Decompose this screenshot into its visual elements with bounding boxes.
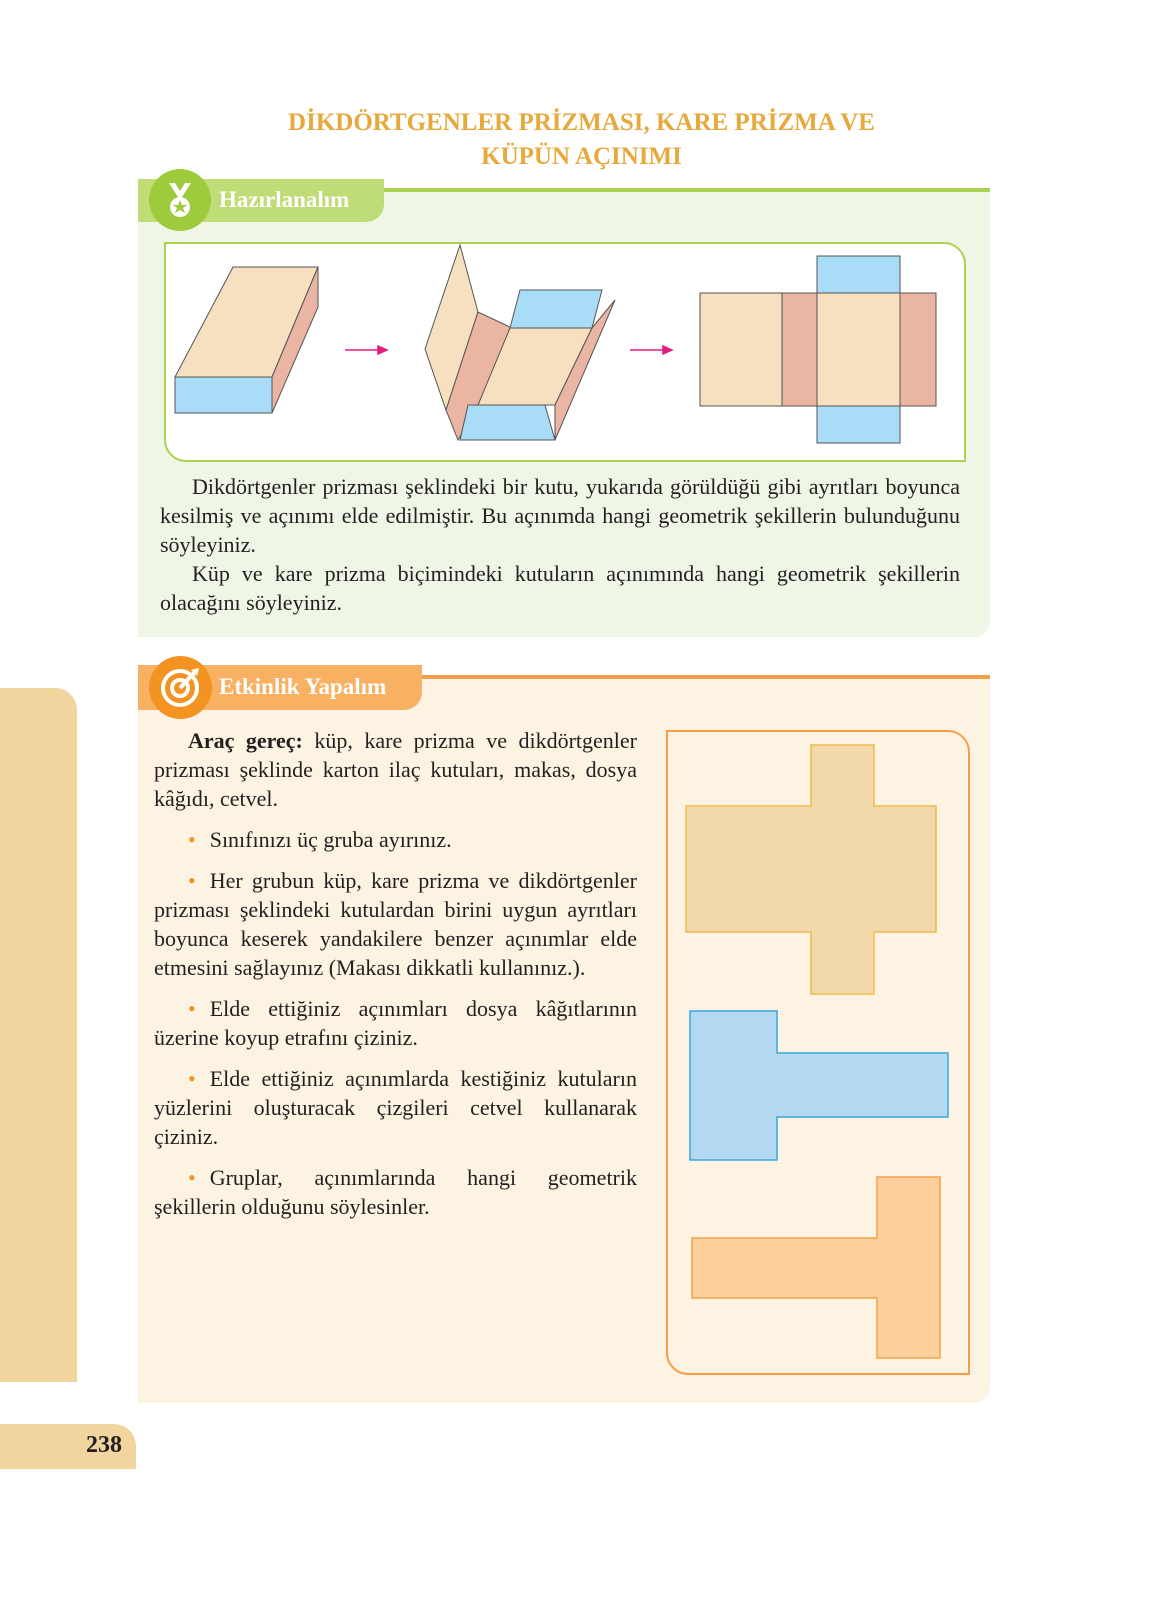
activity-label: Etkinlik Yapalım xyxy=(219,674,387,699)
tools-label: Araç gereç: xyxy=(188,728,303,753)
title-line-2: KÜPÜN AÇINIMI xyxy=(481,143,682,170)
square-prism-net xyxy=(690,1011,948,1160)
prepare-label: Hazırlanalım xyxy=(219,187,350,212)
paragraph: Küp ve kare prizma biçimindeki kutuların açınımında hangi geometrik şekillerin olacağını söyleyiniz. xyxy=(160,561,960,615)
rectangular-prism-net xyxy=(692,1177,940,1358)
bullet-item: • Her grubun küp, kare prizma ve dikdörtgenler prizması şeklindeki kutulardan birini uygun ayrıtları boyunca keserek yandakilere benzer açınımlar elde etmesini sağlayınız (Makası dikkatli kullanınız.). xyxy=(154,868,637,980)
paragraph: Dikdörtgenler prizması şeklindeki bir kutu, yukarıda görüldüğü gibi ayrıtları boyunca kesilmiş ve açınımı elde edilmiştir. Bu açınımda hangi geometrik şekillerin bulunduğunu söyleyiniz. xyxy=(160,474,960,557)
bullet-text: Her grubun küp, kare prizma ve dikdörtgenler prizması şeklindeki kutulardan birini uygun ayrıtları boyunca keserek yandakilere benzer açınımlar elde etmesini sağlayınız (Makası dikkatli kullanınız.). xyxy=(154,868,637,980)
bullet-item: • Sınıfınızı üç gruba ayırınız. xyxy=(188,827,452,852)
bullet-text: Gruplar, açınımlarında hangi geometrik şekillerin olduğunu söylesinler. xyxy=(154,1165,637,1219)
bullet-item: • Elde ettiğiniz açınımlarda kestiğiniz kutuların yüzlerini oluşturacak çizgileri cetvel kullanarak çiziniz. xyxy=(154,1066,637,1149)
bullet-text: Sınıfınızı üç gruba ayırınız. xyxy=(209,827,452,852)
title-line-1: DİKDÖRTGENLER PRİZMASI, KARE PRİZMA VE xyxy=(288,109,875,136)
bullet-item: • Gruplar, açınımlarında hangi geometrik şekillerin olduğunu söylesinler. xyxy=(154,1165,637,1219)
bullet-item: • Elde ettiğiniz açınımları dosya kâğıtlarının üzerine koyup etrafını çiziniz. xyxy=(154,996,637,1050)
bullet-text: Elde ettiğiniz açınımlarda kestiğiniz kutuların yüzlerini oluşturacak çizgileri cetvel kullanarak çiziniz. xyxy=(154,1066,637,1149)
tools-text: küp, kare prizma ve dikdörtgenler prizması şeklinde karton ilaç kutuları, makas, dosya kâğıdı, cetvel. xyxy=(154,728,638,811)
bullet-text: Elde ettiğiniz açınımları dosya kâğıtlarının üzerine koyup etrafını çiziniz. xyxy=(154,996,637,1050)
cube-net xyxy=(686,745,936,994)
page-number: 238 xyxy=(86,1432,122,1458)
